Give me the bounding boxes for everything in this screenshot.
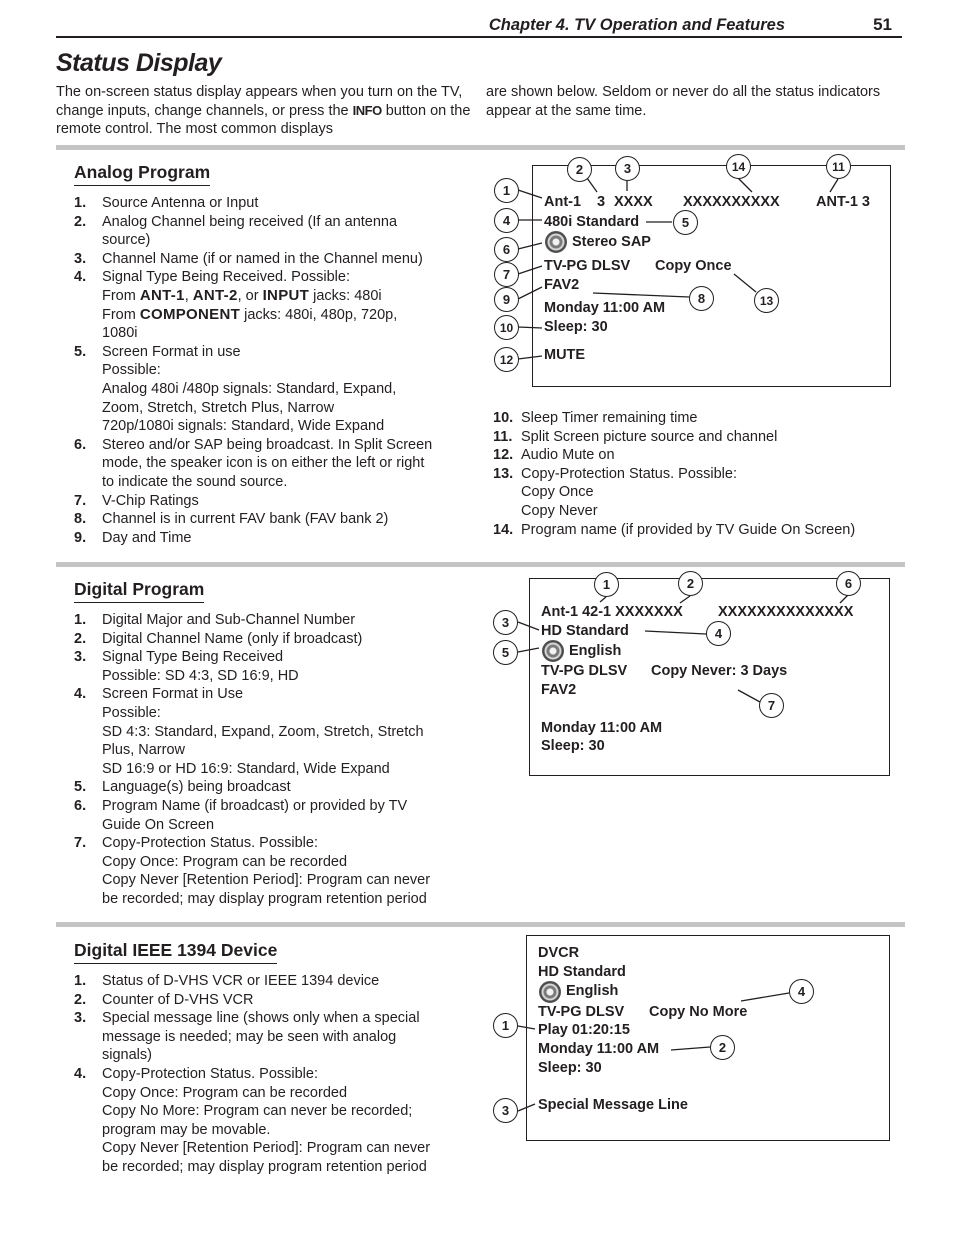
screen-audio: English (569, 643, 622, 659)
screen-mute: MUTE (544, 347, 586, 363)
list-item: 2. Digital Channel Name (only if broadcast) (74, 630, 363, 647)
callout-marker: 2 (567, 157, 592, 182)
list-item: 1. Status of D-VHS VCR or IEEE 1394 device (74, 973, 380, 989)
list-item: 6. Program Name (if broadcast) or provided by TV Guide On Screen (74, 797, 408, 833)
list-item: 9. Day and Time (74, 529, 192, 546)
screen-program-name: XXXXXXXXXXXXXX (718, 604, 854, 620)
intro-text-b: button on the remote control. The most common displays (56, 102, 471, 138)
list-item: 6. Stereo and/or SAP being broadcast. In Split Screen mode, the speaker icon is on either the left or right to indicate the sound source. (74, 436, 433, 490)
screen-sleep: Sleep: 30 (544, 319, 608, 335)
list-item: 11. Split Screen picture source and channel (493, 428, 778, 445)
list-item: 12. Audio Mute on (493, 447, 615, 464)
speaker-icon (545, 231, 567, 253)
callout-marker: 4 (494, 208, 519, 233)
callout-marker: 11 (826, 154, 851, 179)
callout-marker: 2 (710, 1035, 735, 1060)
analog-section-title: Analog Program (74, 162, 210, 186)
callout-marker: 7 (494, 262, 519, 287)
callout-marker: 6 (836, 571, 861, 596)
callout-marker: 4 (789, 979, 814, 1004)
screen-audio: Stereo SAP (572, 234, 651, 250)
list-item: 4. Screen Format in Use Possible: SD 4:3: Standard, Expand, Zoom, Stretch, Stretch Plus, Narrow SD 16:9 or HD 16:9: Standard, Wide Expand (74, 686, 424, 777)
intro-right: are shown below. Seldom or never do all the status indicators appear at the same time. (486, 84, 881, 119)
callout-marker: 3 (493, 610, 518, 635)
page-title: Status Display (56, 49, 222, 77)
ieee-list (74, 972, 484, 1177)
page-number: 51 (873, 15, 892, 34)
callout-marker: 8 (689, 286, 714, 311)
callout-marker: 12 (494, 347, 519, 372)
screen-channel-line: Ant-1 42-1 XXXXXXX (541, 604, 683, 620)
screen-special-message: Special Message Line (538, 1097, 688, 1113)
screen-source: Ant-1 (544, 194, 582, 210)
intro-left (56, 83, 474, 139)
list-item: 1. Source Antenna or Input (74, 195, 259, 211)
list-item: 8. Channel is in current FAV bank (FAV bank 2) (74, 511, 389, 528)
screen-rating: TV-PG DLSV (538, 1004, 625, 1020)
callout-marker: 13 (754, 288, 779, 313)
callout-marker: 7 (759, 693, 784, 718)
screen-sleep: Sleep: 30 (541, 738, 605, 754)
section-divider (56, 145, 905, 150)
screen-device: DVCR (538, 945, 580, 961)
list-item: 10. Sleep Timer remaining time (493, 410, 698, 426)
section-divider (56, 562, 905, 567)
list-item: 2. Counter of D-VHS VCR (74, 991, 254, 1008)
list-item: 3. Special message line (shows only when a special message is needed; may be seen with analog signals) (74, 1010, 420, 1064)
list-item: 2. Analog Channel being received (If an antenna source) (74, 213, 398, 249)
speaker-icon (539, 981, 561, 1003)
speaker-icon (542, 640, 564, 662)
analog-list-continued (493, 409, 903, 539)
callout-marker: 9 (494, 287, 519, 312)
digital-section-title: Digital Program (74, 579, 204, 603)
callout-marker: 14 (726, 154, 751, 179)
screen-time: Monday 11:00 AM (538, 1041, 660, 1057)
callout-marker: 5 (673, 210, 698, 235)
screen-fav: FAV2 (541, 682, 577, 698)
list-item: 14. Program name (if provided by TV Guide On Screen) (493, 521, 856, 538)
chapter-title: Chapter 4. TV Operation and Features (488, 16, 785, 34)
digital-list (74, 611, 484, 909)
screen-format: HD Standard (541, 623, 629, 639)
callout-marker: 1 (494, 178, 519, 203)
list-item: 7. V-Chip Ratings (74, 492, 199, 509)
screen-copy: Copy Once (655, 258, 732, 274)
screen-sleep: Sleep: 30 (538, 1060, 602, 1076)
intro-text-a: The on-screen status display appears when you turn on the TV, change inputs, change channels, or press the (56, 84, 463, 119)
list-item: 5. Screen Format in use Possible: Analog 480i /480p signals: Standard, Expand, Zoom, Stretch, Stretch Plus, Narrow 720p/1080i signals: Standard, Wide Expand (74, 343, 397, 435)
list-item: 4. Copy-Protection Status. Possible: Copy Once: Program can be recorded Copy No More: Program can never be recorded; program may be movable. Copy Never [Retention Period]: Program can never be recorded; may display program retention period (74, 1065, 431, 1175)
callout-marker: 3 (615, 156, 640, 181)
list-item: 4. Signal Type Being Received. Possible: From ANT-1, ANT-2, or INPUT jacks: 480i From COMPONENT jacks: 480i, 480p, 720p, 1080i (74, 269, 398, 342)
list-item: 3. Signal Type Being Received Possible: SD 4:3, SD 16:9, HD (74, 649, 299, 684)
ieee-section-title: Digital IEEE 1394 Device (74, 940, 277, 964)
list-item: 5. Language(s) being broadcast (74, 779, 291, 796)
info-button-label: INFO (352, 102, 382, 118)
callout-marker: 6 (494, 237, 519, 262)
callout-marker: 10 (494, 315, 519, 340)
callout-marker: 3 (493, 1098, 518, 1123)
screen-channel-name: XXXX (614, 194, 653, 210)
section-divider (56, 922, 905, 927)
screen-channel: 3 (597, 194, 606, 210)
screen-format: 480i Standard (544, 214, 640, 230)
list-item: 3. Channel Name (if or named in the Channel menu) (74, 250, 423, 267)
analog-list (74, 194, 474, 547)
page-header (56, 14, 902, 38)
screen-copy: Copy No More (649, 1004, 748, 1020)
list-item: 13. Copy-Protection Status. Possible: Copy Once Copy Never (493, 465, 737, 519)
callout-marker: 4 (706, 621, 731, 646)
screen-play-counter: Play 01:20:15 (538, 1022, 630, 1038)
list-item: 7. Copy-Protection Status. Possible: Copy Once: Program can be recorded Copy Never [Retention Period]: Program can never be recorded; may display program retention period (74, 835, 431, 907)
callout-marker: 1 (493, 1013, 518, 1038)
screen-time: Monday 11:00 AM (541, 720, 663, 736)
screen-format: HD Standard (538, 964, 626, 980)
callout-marker: 2 (678, 571, 703, 596)
screen-split-source: ANT-1 3 (816, 194, 870, 210)
screen-program-name: XXXXXXXXXX (683, 194, 780, 210)
screen-rating: TV-PG DLSV (541, 663, 628, 679)
screen-time: Monday 11:00 AM (544, 300, 666, 316)
list-item: 1. Digital Major and Sub-Channel Number (74, 612, 356, 628)
callout-marker: 5 (493, 640, 518, 665)
screen-audio: English (566, 983, 619, 999)
screen-fav: FAV2 (544, 277, 580, 293)
callout-marker: 1 (594, 572, 619, 597)
screen-copy: Copy Never: 3 Days (651, 663, 788, 679)
screen-rating: TV-PG DLSV (544, 258, 631, 274)
